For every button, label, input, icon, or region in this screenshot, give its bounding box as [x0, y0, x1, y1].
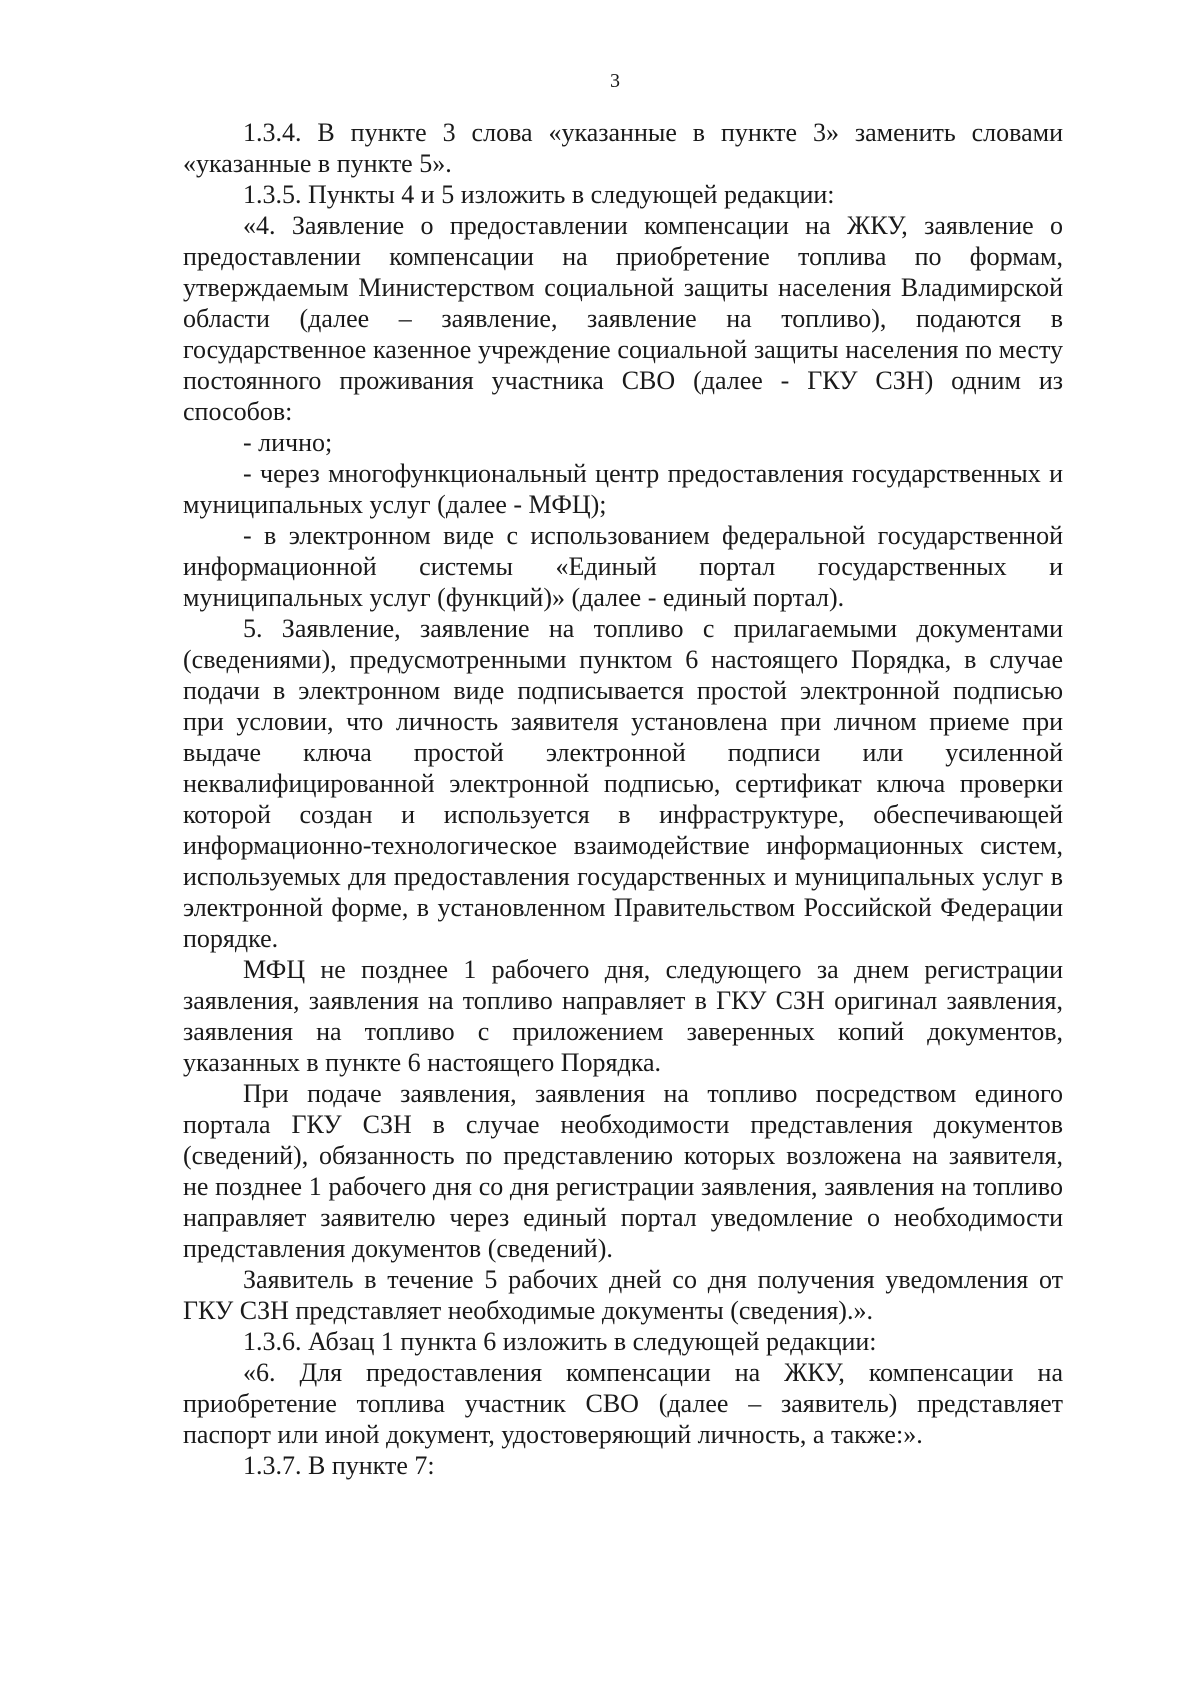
list-item-mfc: - через многофункциональный центр предоставления государственных и муниципальных услуг (далее - МФЦ);: [183, 459, 1063, 519]
page-number: 3: [610, 70, 620, 92]
paragraph-1-3-6: 1.3.6. Абзац 1 пункта 6 изложить в следующей редакции:: [243, 1327, 877, 1356]
paragraph-item-4: «4. Заявление о предоставлении компенсации на ЖКУ, заявление о предоставлении компенсации на приобретение топлива по формам, утверждаемым Министерством социальной защиты населения Владимирской области (далее – заявление, заявление на топливо), подаются в государственное казенное учреждение социальной защиты населения по месту постоянного проживания участника СВО (далее - ГКУ СЗН) одним из способов:: [183, 211, 1063, 426]
paragraph-mfc-deadline: МФЦ не позднее 1 рабочего дня, следующего за днем регистрации заявления, заявления на топливо направляет в ГКУ СЗН оригинал заявления, заявления на топливо с приложением заверенных копий документов, указанных в пункте 6 настоящего Порядка.: [183, 955, 1063, 1077]
paragraph-1-3-4: 1.3.4. В пункте 3 слова «указанные в пункте 3» заменить словами «указанные в пункте 5».: [183, 118, 1063, 178]
list-item-in-person: - лично;: [243, 428, 333, 457]
document-body: [183, 117, 1063, 1481]
paragraph-portal-notification: При подаче заявления, заявления на топливо посредством единого портала ГКУ СЗН в случае необходимости представления документов (сведений), обязанность по представлению которых возложена на заявителя, не позднее 1 рабочего дня со дня регистрации заявления, заявления на топливо направляет заявителю через единый портал уведомление о необходимости представления документов (сведений).: [183, 1079, 1063, 1263]
paragraph-item-5: 5. Заявление, заявление на топливо с прилагаемыми документами (сведениями), предусмотренными пунктом 6 настоящего Порядка, в случае подачи в электронном виде подписывается простой электронной подписью при условии, что личность заявителя установлена при личном приеме при выдаче ключа простой электронной подписи или усиленной неквалифицированной электронной подписью, сертификат ключа проверки которой создан и используется в инфраструктуре, обеспечивающей информационно-технологическое взаимодействие информационных систем, используемых для предоставления государственных и муниципальных услуг в электронной форме, в установленном Правительством Российской Федерации порядке.: [183, 614, 1063, 953]
paragraph-1-3-7: 1.3.7. В пункте 7:: [243, 1451, 435, 1480]
list-item-electronic: - в электронном виде с использованием федеральной государственной информационной системы «Единый портал государственных и муниципальных услуг (функций)» (далее - единый портал).: [183, 521, 1063, 612]
paragraph-item-6: «6. Для предоставления компенсации на ЖКУ, компенсации на приобретение топлива участник СВО (далее – заявитель) представляет паспорт или иной документ, удостоверяющий личность, а также:».: [183, 1358, 1063, 1449]
paragraph-1-3-5: 1.3.5. Пункты 4 и 5 изложить в следующей редакции:: [243, 180, 835, 209]
paragraph-applicant-deadline: Заявитель в течение 5 рабочих дней со дня получения уведомления от ГКУ СЗН представляет необходимые документы (сведения).».: [183, 1265, 1063, 1325]
